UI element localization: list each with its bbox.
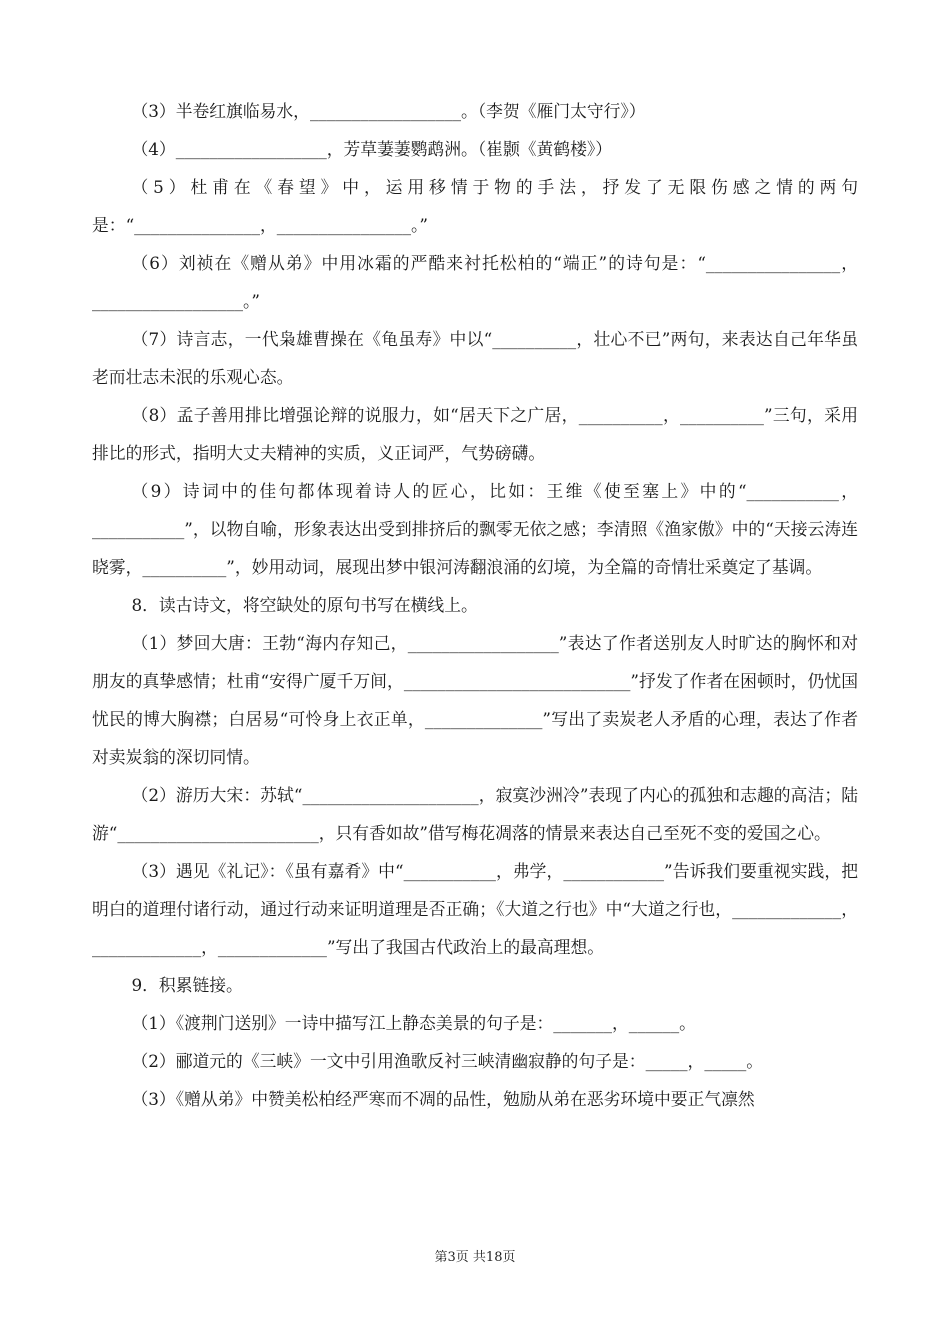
question-7-9: （9）诗词中的佳句都体现着诗人的匠心，比如：王维《使至塞上》中的“___________，___________”，以物自喻，形象表达出受到排挤后的飘零无依之感；李清照《渔家傲》中的“天接云涛连晓雾，__________”，妙用动词，展现出梦中银河涛翻浪涌的幻境，为全篇的奇情壮采奠定了基调。 [92,481,858,577]
question-7-6: （6）刘祯在《赠从弟》中用冰霜的严酷来衬托松柏的“端正”的诗句是：“________________，__________________。” [92,253,858,311]
question-9-1: （1）《渡荆门送别》一诗中描写江上静态美景的句子是：_______，______。 [131,1013,696,1033]
question-7-4: （4）__________________，芳草萋萋鹦鹉洲。（崔颢《黄鹤楼》） [131,139,613,159]
question-9-3: （3）《赠从弟》中赞美松柏经严寒而不凋的品性，勉励从弟在恶劣环境中要正气凛然 [131,1089,755,1109]
question-9-heading: 9．积累链接。 [131,975,243,995]
question-7-3: （3）半卷红旗临易水，__________________。（李贺《雁门太守行》） [131,101,646,121]
document-body [92,92,858,1118]
question-8-3: （3）遇见《礼记》：《虽有嘉肴》中“___________，弗学，____________”告诉我们要重视实践，把明白的道理付诸行动，通过行动来证明道理是否正确；《大道之行也》中“大道之行也，_____________，_____________，_____________”写出了我国古代政治上的最高理想。 [92,861,858,957]
question-7-5: （5）杜甫在《春望》中，运用移情于物的手法，抒发了无限伤感之情的两句是：“_______________，________________。” [92,177,858,235]
question-8-heading: 8．读古诗文，将空缺处的原句书写在横线上。 [131,595,478,615]
question-8-2: （2）游历大宋：苏轼“_____________________，寂寞沙洲冷”表现了内心的孤独和志趣的高洁；陆游“________________________，只有香如故”借写梅花凋落的情景来表达自己至死不变的爱国之心。 [92,785,858,843]
page-number-footer: 第3页 共18页 [434,1250,516,1265]
question-7-7: （7）诗言志，一代枭雄曹操在《龟虽寿》中以“__________，壮心不已”两句，来表达自己年华虽老而壮志未泯的乐观心态。 [92,329,858,387]
question-8-1: （1）梦回大唐：王勃“海内存知己，__________________”表达了作者送别友人时旷达的胸怀和对朋友的真挚感情；杜甫“安得广厦千万间，___________________________”抒发了作者在困顿时，仍忧国忧民的博大胸襟；白居易“可怜身上衣正单，______________”写出了卖炭老人矛盾的心理，表达了作者对卖炭翁的深切同情。 [92,633,858,767]
question-7-8: （8）孟子善用排比增强论辩的说服力，如“居天下之广居，__________，__________”三句，采用排比的形式，指明大丈夫精神的实质，义正词严，气势磅礴。 [92,405,858,463]
question-9-2: （2）郦道元的《三峡》一文中引用渔歌反衬三峡清幽寂静的句子是：_____，_____。 [131,1051,764,1071]
